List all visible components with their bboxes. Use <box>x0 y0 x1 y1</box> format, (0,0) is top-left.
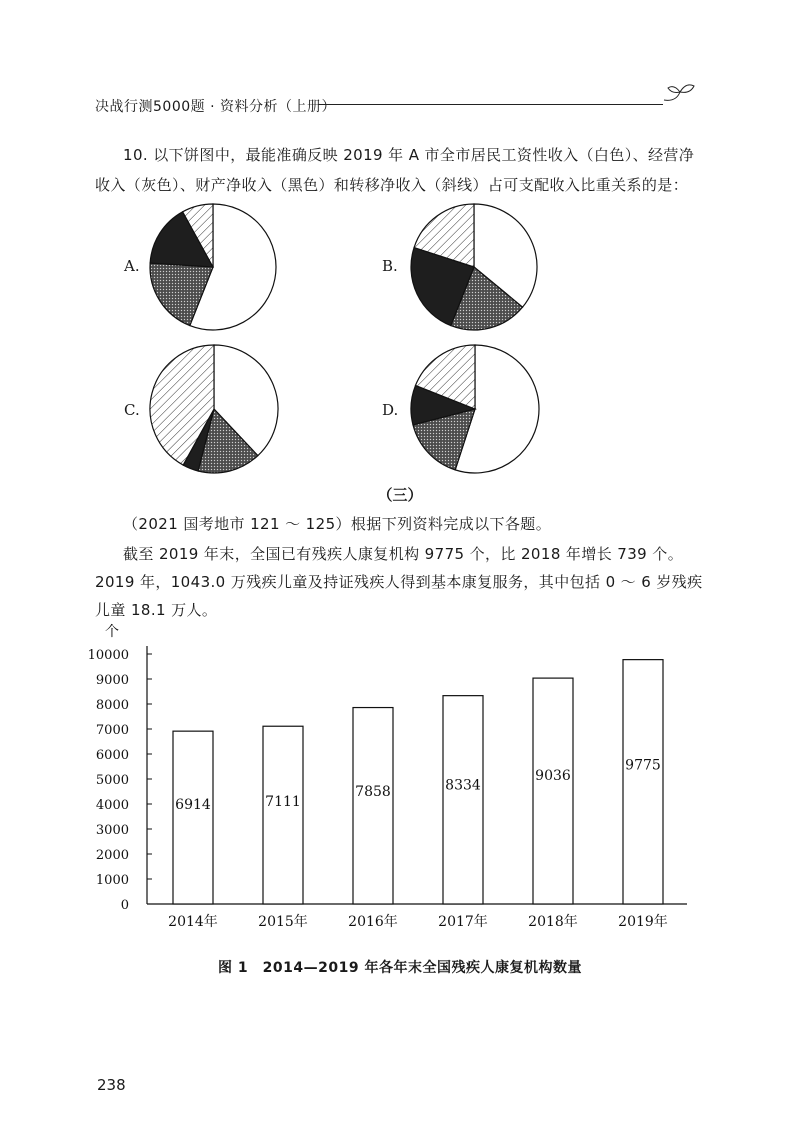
y-tick-label: 7000 <box>95 723 129 738</box>
bar-value-label: 8334 <box>445 777 481 794</box>
pie-chart-option-d <box>409 343 541 475</box>
bar-2014年 <box>173 731 213 904</box>
y-tick-label: 0 <box>120 898 129 913</box>
bar-value-label: 7858 <box>355 783 391 800</box>
x-category-label: 2014年 <box>168 914 218 930</box>
bar-2015年 <box>263 726 303 904</box>
x-category-label: 2017年 <box>438 914 488 930</box>
y-tick-label: 6000 <box>95 748 129 763</box>
pie-chart-option-b <box>409 202 539 332</box>
header-rule <box>318 104 663 105</box>
x-category-label: 2019年 <box>618 914 668 930</box>
y-tick-label: 1000 <box>95 873 129 888</box>
option-b-label: B. <box>382 257 398 275</box>
page-number: 238 <box>97 1076 126 1094</box>
bar-value-label: 7111 <box>265 794 301 811</box>
bar-2018年 <box>533 678 573 904</box>
y-tick-label: 3000 <box>95 823 129 838</box>
y-tick-label: 10000 <box>87 648 129 663</box>
bar-2017年 <box>443 696 483 904</box>
pie-chart-option-c <box>148 343 280 475</box>
x-category-label: 2016年 <box>348 914 398 930</box>
chart-caption: 图 1 2014—2019 年各年末全国残疾人康复机构数量 <box>218 960 582 976</box>
question-10-text: 10. 以下饼图中，最能准确反映 2019 年 A 市全市居民工资性收入（白色）、经营净收入（灰色）、财产净收入（黑色）和转移净收入（斜线）占可支配收入比重关系的是： <box>95 146 695 194</box>
material-body: 截至 2019 年末，全国已有残疾人康复机构 9775 个，比 2018 年增长 739 个。2019 年，1043.0 万残疾儿童及持证残疾人得到基本康复服务，其中包括 0 ～ 6 岁残疾儿童 18.1 万人。 <box>95 545 703 619</box>
material-source: （2021 国考地市 121 ～ 125）根据下列资料完成以下各题。 <box>123 515 552 533</box>
running-header: 决战行测5000题 · 资料分析（上册） <box>95 99 336 115</box>
y-tick-label: 2000 <box>95 848 129 863</box>
y-tick-label: 4000 <box>95 798 129 813</box>
y-tick-label: 9000 <box>95 673 129 688</box>
x-category-label: 2015年 <box>258 914 308 930</box>
option-c-label: C. <box>124 401 140 419</box>
y-axis-unit-label: 个 <box>105 624 119 640</box>
option-d-label: D. <box>382 401 399 419</box>
bar-value-label: 9775 <box>625 757 661 774</box>
bar-chart-rehab-institutions <box>80 622 700 942</box>
y-tick-label: 5000 <box>95 773 129 788</box>
y-tick-label: 8000 <box>95 698 129 713</box>
sprout-icon <box>660 80 700 106</box>
bar-2019年 <box>623 660 663 904</box>
pie-chart-option-a <box>148 202 278 332</box>
bar-2016年 <box>353 708 393 904</box>
option-a-label: A. <box>124 257 140 275</box>
bar-value-label: 9036 <box>535 767 571 784</box>
section-title: （三） <box>377 486 423 504</box>
bar-value-label: 6914 <box>175 796 211 813</box>
x-category-label: 2018年 <box>528 914 578 930</box>
